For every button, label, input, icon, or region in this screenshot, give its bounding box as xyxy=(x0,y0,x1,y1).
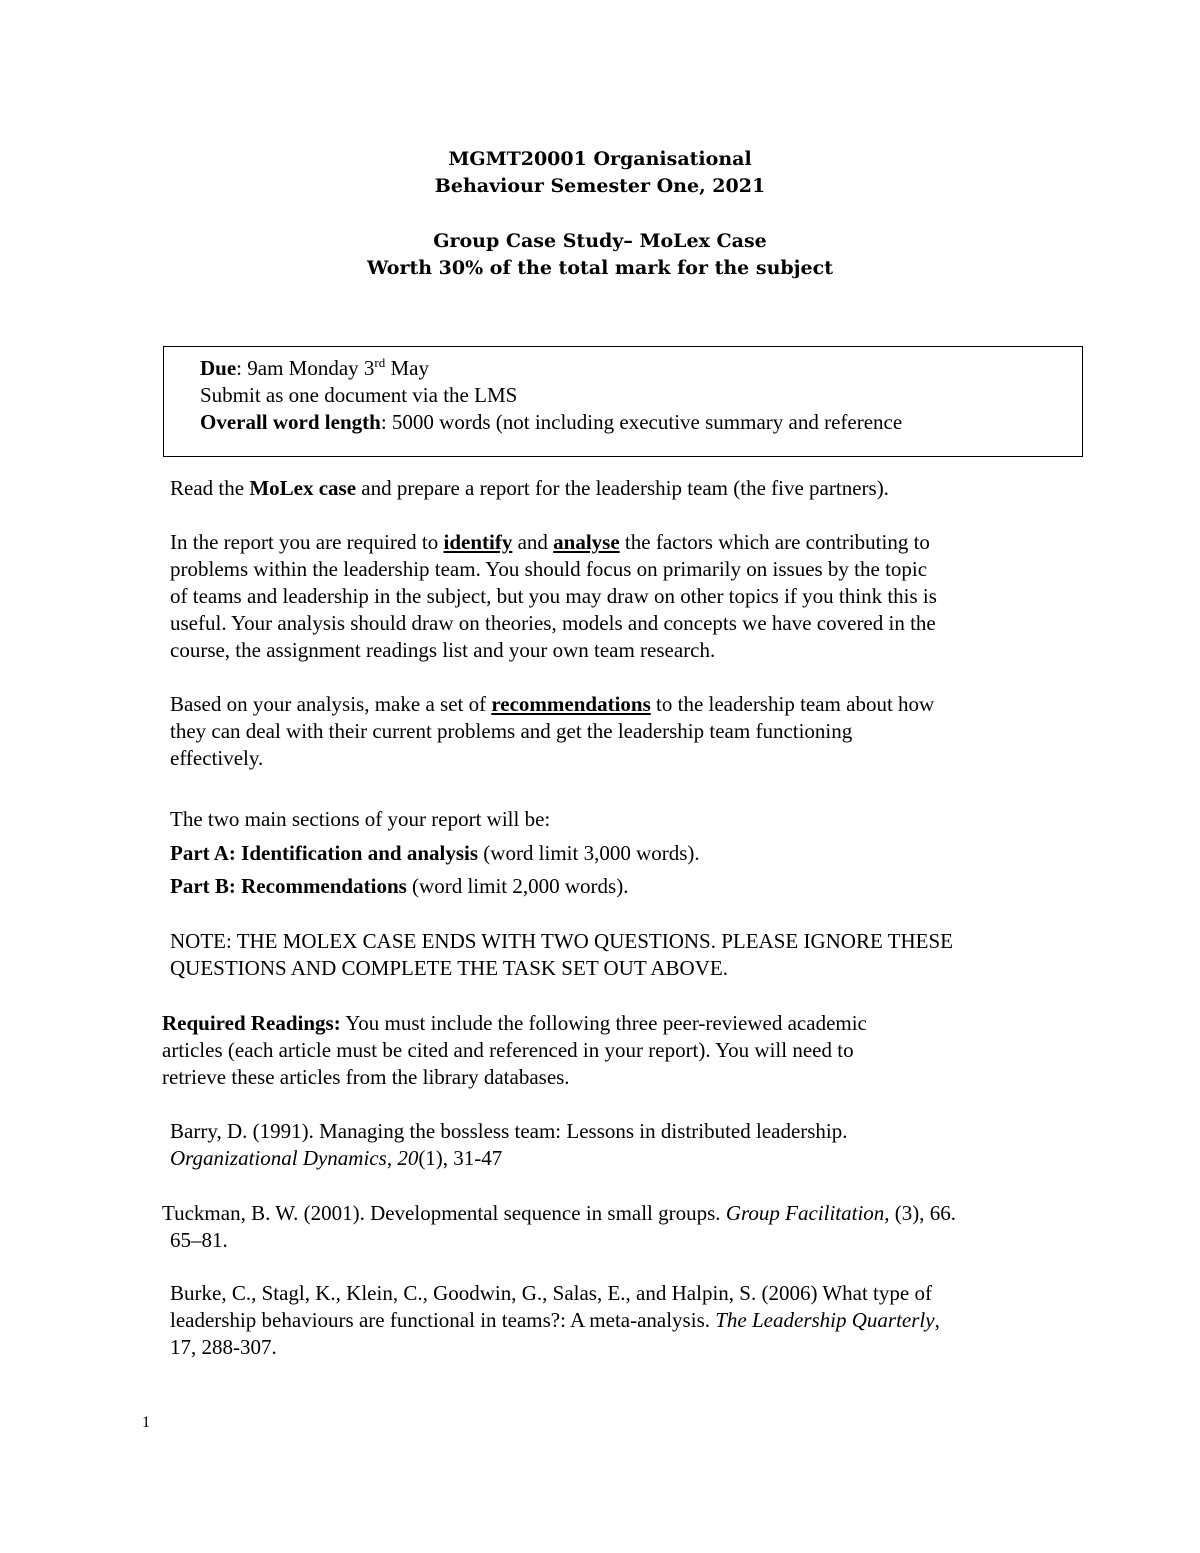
part-b-label: Part B: Recommendations xyxy=(170,874,407,898)
part-a-line xyxy=(170,840,700,867)
task-identify: identify xyxy=(443,530,513,554)
task-paragraph xyxy=(170,529,937,664)
doc-subtitle-line1: Group Case Study– MoLex Case xyxy=(433,230,767,252)
reference-tuckman-line2: 65–81. xyxy=(170,1228,228,1252)
reference-burke-comma: , xyxy=(934,1308,940,1332)
reference-barry-volume: 20 xyxy=(397,1146,419,1170)
reference-burke-line1: Burke, C., Stagl, K., Klein, C., Goodwin, G., Salas, E., and Halpin, S. (2006) What type of xyxy=(170,1281,932,1305)
due-label: Due xyxy=(200,356,237,380)
reference-burke-line2 xyxy=(170,1307,940,1334)
reference-tuckman-journal: Group Facilitation xyxy=(725,1201,885,1225)
recs-text-rest: to the leadership team about how they can deal with their current problems and get the leadership team functioning effectively. xyxy=(170,692,935,770)
recommendations-paragraph xyxy=(170,691,934,772)
part-a-limit: (word limit 3,000 words). xyxy=(478,841,700,865)
intro-case-name: MoLex case xyxy=(249,476,357,500)
reference-burke-journal: The Leadership Quarterly xyxy=(715,1308,935,1332)
reference-burke-line3: 17, 288-307. xyxy=(170,1335,277,1359)
intro-text: Read the xyxy=(170,476,250,500)
required-readings-label: Required Readings: xyxy=(162,1011,341,1035)
submit-line: Submit as one document via the LMS xyxy=(200,383,518,407)
part-b-line xyxy=(170,873,628,900)
recs-text: Based on your analysis, make a set of xyxy=(170,692,492,716)
doc-subtitle-line2: Worth 30% of the total mark for the subject xyxy=(367,257,833,279)
recs-keyword: recommendations xyxy=(491,692,651,716)
required-readings-paragraph xyxy=(162,1010,867,1091)
reference-burke-text: leadership behaviours are functional in teams?: A meta-analysis. xyxy=(170,1308,716,1332)
intro-paragraph xyxy=(170,475,889,502)
due-line xyxy=(200,355,429,382)
task-text-rest: the factors which are contributing to problems within the leadership team. You should focus on primarily on issues by the topic of teams and leadership in the subject, but you may draw on other topics if you think this is useful. Your analysis should draw on theories, models and concepts we have covered in the course, the assignment readings list and your own team research. xyxy=(170,530,937,662)
reference-barry-journal: Organizational Dynamics xyxy=(170,1146,387,1170)
required-readings-text: You must include the following three peer-reviewed academic articles (each article must be cited and referenced in your report). You will need to retrieve these articles from the library databases. xyxy=(162,1011,867,1089)
reference-barry-line2 xyxy=(170,1145,502,1172)
due-info-box xyxy=(163,346,1083,457)
due-value-month: May xyxy=(385,356,429,380)
reference-barry-line1: Barry, D. (1991). Managing the bossless team: Lessons in distributed leadership. xyxy=(170,1119,848,1143)
word-length-value: : 5000 words (not including executive summary and reference xyxy=(380,410,903,434)
part-b-limit: (word limit 2,000 words). xyxy=(406,874,629,898)
note-paragraph: NOTE: THE MOLEX CASE ENDS WITH TWO QUESTIONS. PLEASE IGNORE THESE QUESTIONS AND COMPLETE THE TASK SET OUT ABOVE. xyxy=(170,929,953,980)
page-number: 1 xyxy=(142,1414,150,1431)
task-text: In the report you are required to xyxy=(170,530,444,554)
word-length-label: Overall word length xyxy=(200,410,381,434)
reference-barry-pages: (1), 31-47 xyxy=(418,1146,503,1170)
intro-text-rest: and prepare a report for the leadership team (the five partners). xyxy=(356,476,889,500)
reference-tuckman-text: Tuckman, B. W. (2001). Developmental sequence in small groups. xyxy=(162,1201,726,1225)
doc-title-line1: MGMT20001 Organisational xyxy=(448,148,752,170)
reference-tuckman-line1 xyxy=(162,1200,956,1227)
due-sup: rd xyxy=(374,355,386,370)
reference-barry-sep: , xyxy=(386,1146,398,1170)
task-analyse: analyse xyxy=(553,530,620,554)
word-length-line xyxy=(200,409,902,436)
reference-tuckman-issue: , (3), 66. xyxy=(884,1201,957,1225)
sections-intro: The two main sections of your report will be: xyxy=(170,807,551,831)
task-and: and xyxy=(512,530,554,554)
due-value: : 9am Monday 3 xyxy=(236,356,375,380)
part-a-label: Part A: Identification and analysis xyxy=(170,841,479,865)
doc-title-line2: Behaviour Semester One, 2021 xyxy=(434,175,766,197)
